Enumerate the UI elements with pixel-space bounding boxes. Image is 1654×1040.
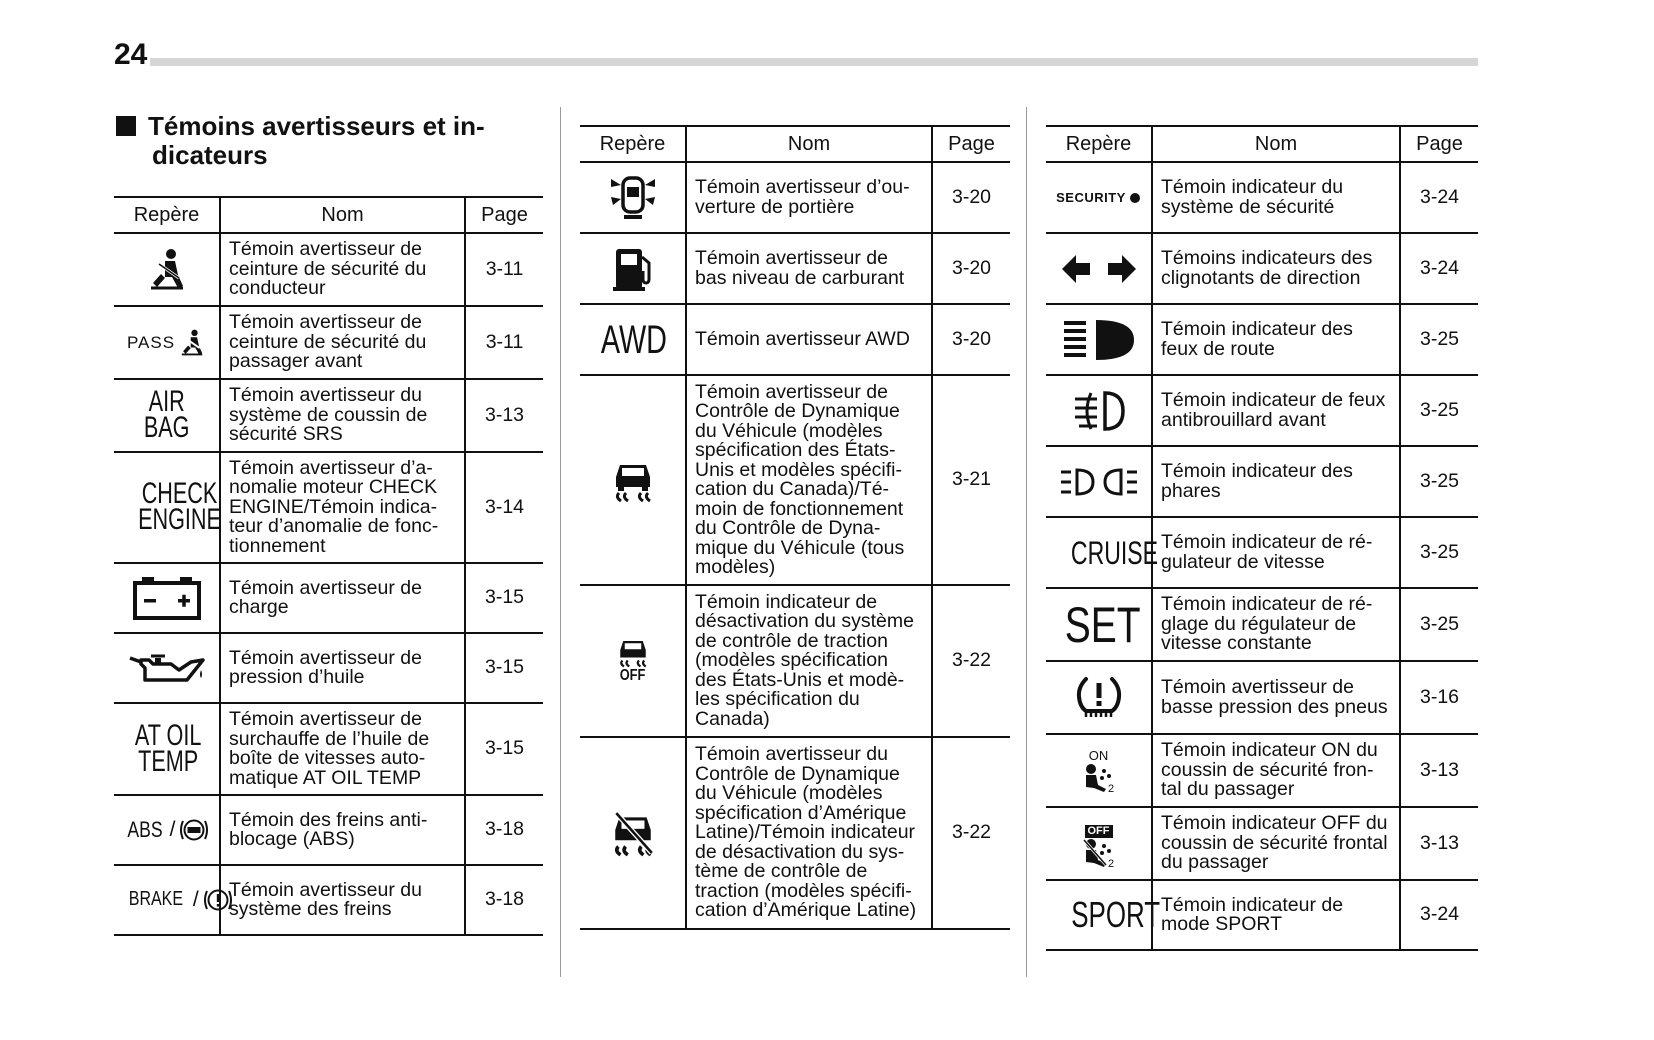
svg-text:2: 2: [1107, 783, 1114, 793]
page-ref: 3-15: [465, 563, 543, 633]
table-header-row: [114, 197, 543, 233]
passenger-airbag-on-icon: ON 2: [1054, 748, 1143, 793]
page-ref: 3-22: [932, 737, 1010, 929]
indicator-name: Témoin avertisseur de surchauffe de l’huile de boîte de vitesses auto-matique AT OIL TEMP: [220, 703, 465, 795]
page-ref: 3-18: [465, 795, 543, 865]
page-ref: 3-24: [1400, 880, 1478, 950]
table-row: [114, 452, 543, 563]
indicator-name: Témoin avertisseur de ceinture de sécurité du passager avant: [220, 306, 465, 379]
header-symbol: Repère: [114, 197, 220, 233]
page-ref: 3-11: [465, 233, 543, 306]
page-ref: 3-25: [1400, 517, 1478, 588]
section-bullet-icon: [116, 116, 136, 136]
indicator-table-2: [580, 125, 1010, 930]
page-ref: 3-24: [1400, 233, 1478, 304]
indicator-name: Témoin avertisseur de pression d’huile: [220, 633, 465, 703]
page-ref: 3-20: [932, 162, 1010, 233]
table-row: [114, 865, 543, 935]
indicator-name: Témoin indicateur des feux de route: [1152, 304, 1400, 375]
indicator-name: Témoin indicateur OFF du coussin de sécurité frontal du passager: [1152, 807, 1400, 880]
page-ref: 3-15: [465, 633, 543, 703]
header-page: Page: [465, 197, 543, 233]
awd-icon: AWD: [600, 317, 667, 362]
sport-icon: SPORT: [1071, 894, 1161, 935]
vdc-warning-icon: [588, 809, 677, 857]
header-page: Page: [932, 126, 1010, 162]
tire-pressure-icon: [1054, 675, 1143, 721]
table-row: [580, 162, 1010, 233]
header-symbol: Repère: [1046, 126, 1152, 162]
table-row: [1046, 517, 1478, 588]
high-beam-icon: [1054, 318, 1143, 362]
vdc-off-icon: OFF: [588, 638, 677, 684]
indicator-name: Témoin avertisseur du Contrôle de Dynamique du Véhicule (modèles spécification d’Amérique Latine)/Témoin indicateur de désactivation du sys-tème de contrôle de traction (modèles spécifi-cation d’Amérique Latine): [686, 737, 932, 929]
seatbelt-passenger-icon: PASS: [127, 326, 206, 360]
indicator-name: Témoin avertisseur d’ou-verture de portière: [686, 162, 932, 233]
table-row: [580, 304, 1010, 375]
security-icon: SECURITY: [1056, 188, 1141, 208]
indicator-name: Témoin indicateur des phares: [1152, 446, 1400, 517]
airbag-icon: AIR BAG: [143, 385, 190, 445]
table-row: [114, 379, 543, 452]
indicator-name: Témoins indicateurs des clignotants de direction: [1152, 233, 1400, 304]
table-row: [1046, 304, 1478, 375]
fuel-pump-icon: [588, 245, 677, 293]
indicator-name: Témoin indicateur de mode SPORT: [1152, 880, 1400, 950]
svg-text:2: 2: [1107, 858, 1114, 869]
page-number: 24: [114, 38, 148, 71]
table-row: [114, 233, 543, 306]
indicator-name: Témoin indicateur ON du coussin de sécurité fron-tal du passager: [1152, 734, 1400, 807]
header-symbol: Repère: [580, 126, 686, 162]
front-fog-icon: [1054, 389, 1143, 433]
page-ref: 3-18: [465, 865, 543, 935]
page-ref: 3-25: [1400, 588, 1478, 661]
check-engine-icon: CHECK ENGINE: [138, 477, 221, 537]
table-row: [1046, 588, 1478, 661]
page-ref: 3-25: [1400, 446, 1478, 517]
page-ref: 3-11: [465, 306, 543, 379]
page-ref: 3-13: [1400, 807, 1478, 880]
page-ref: 3-14: [465, 452, 543, 563]
table-row: [114, 633, 543, 703]
indicator-table-3: [1046, 125, 1478, 951]
cruise-icon: CRUISE: [1070, 534, 1158, 571]
passenger-airbag-off-icon: OFF 2: [1054, 817, 1143, 869]
page-ref: 3-16: [1400, 661, 1478, 734]
battery-icon: [122, 575, 211, 621]
indicator-name: Témoin avertisseur de basse pression des pneus: [1152, 661, 1400, 734]
page-ref: 3-15: [465, 703, 543, 795]
table-row: [580, 585, 1010, 737]
table-row: [1046, 233, 1478, 304]
indicator-name: Témoin des freins anti-blocage (ABS): [220, 795, 465, 865]
table-row: [1046, 661, 1478, 734]
turn-signal-icon: [1054, 253, 1143, 285]
page-ref: 3-13: [465, 379, 543, 452]
page-ref: 3-20: [932, 304, 1010, 375]
page-ref: 3-25: [1400, 375, 1478, 446]
table-row: [1046, 162, 1478, 233]
header-rule: [150, 58, 1478, 66]
indicator-name: Témoin avertisseur d’a-nomalie moteur CHECK ENGINE/Témoin indica-teur d’anomalie de fonc-tionnement: [220, 452, 465, 563]
indicator-name: Témoin avertisseur du système de coussin de sécurité SRS: [220, 379, 465, 452]
set-icon: SET: [1064, 596, 1141, 653]
indicator-name: Témoin indicateur du système de sécurité: [1152, 162, 1400, 233]
indicator-name: Témoin indicateur de ré-gulateur de vitesse: [1152, 517, 1400, 588]
headlight-icon: [1054, 467, 1143, 497]
header-name: Nom: [1152, 126, 1400, 162]
indicator-name: Témoin avertisseur de Contrôle de Dynamique du Véhicule (modèles spécification des États-Unis et modèles spécifi-cation du Canada)/Té-moin de fonctionnement du Contrôle de Dyna-mique du Véhicule (tous modèles): [686, 375, 932, 585]
table-row: [114, 563, 543, 633]
indicator-name: Témoin indicateur de feux antibrouillard avant: [1152, 375, 1400, 446]
page-ref: 3-21: [932, 375, 1010, 585]
at-oil-temp-icon: AT OIL TEMP: [134, 718, 202, 778]
table-row: [1046, 734, 1478, 807]
table-row: [1046, 880, 1478, 950]
table-row: [580, 233, 1010, 304]
indicator-name: Témoin avertisseur de bas niveau de carburant: [686, 233, 932, 304]
header-name: Nom: [220, 197, 465, 233]
table-header-row: [1046, 126, 1478, 162]
brake-icon: BRAKE /: [122, 886, 234, 914]
table-row: [580, 737, 1010, 929]
door-open-icon: [588, 175, 677, 221]
table-row: [114, 306, 543, 379]
seatbelt-driver-icon: [122, 248, 211, 292]
indicator-name: Témoin indicateur de désactivation du système de contrôle de traction (modèles spécification des États-Unis et modè-les spécification du Canada): [686, 585, 932, 737]
table-row: [1046, 446, 1478, 517]
indicator-table-1: [114, 196, 543, 936]
table-row: [114, 703, 543, 795]
page-ref: 3-22: [932, 585, 1010, 737]
abs-icon: ABS /: [123, 816, 211, 844]
page-ref: 3-25: [1400, 304, 1478, 375]
header-page: Page: [1400, 126, 1478, 162]
table-row: [1046, 807, 1478, 880]
page-ref: 3-24: [1400, 162, 1478, 233]
column-divider: [560, 107, 561, 977]
page-ref: 3-13: [1400, 734, 1478, 807]
page-ref: 3-20: [932, 233, 1010, 304]
indicator-name: Témoin avertisseur de ceinture de sécurité du conducteur: [220, 233, 465, 306]
table-row: [1046, 375, 1478, 446]
indicator-name: Témoin indicateur de ré-glage du régulateur de vitesse constante: [1152, 588, 1400, 661]
table-row: [580, 375, 1010, 585]
header-name: Nom: [686, 126, 932, 162]
indicator-name: Témoin avertisseur du système des freins: [220, 865, 465, 935]
section-title: Témoins avertisseurs et in- dicateurs: [116, 112, 546, 170]
vdc-icon: [588, 457, 677, 503]
indicator-name: Témoin avertisseur AWD: [686, 304, 932, 375]
oil-can-icon: [122, 650, 211, 686]
indicator-name: Témoin avertisseur de charge: [220, 563, 465, 633]
table-header-row: [580, 126, 1010, 162]
table-row: [114, 795, 543, 865]
column-divider: [1026, 107, 1027, 977]
